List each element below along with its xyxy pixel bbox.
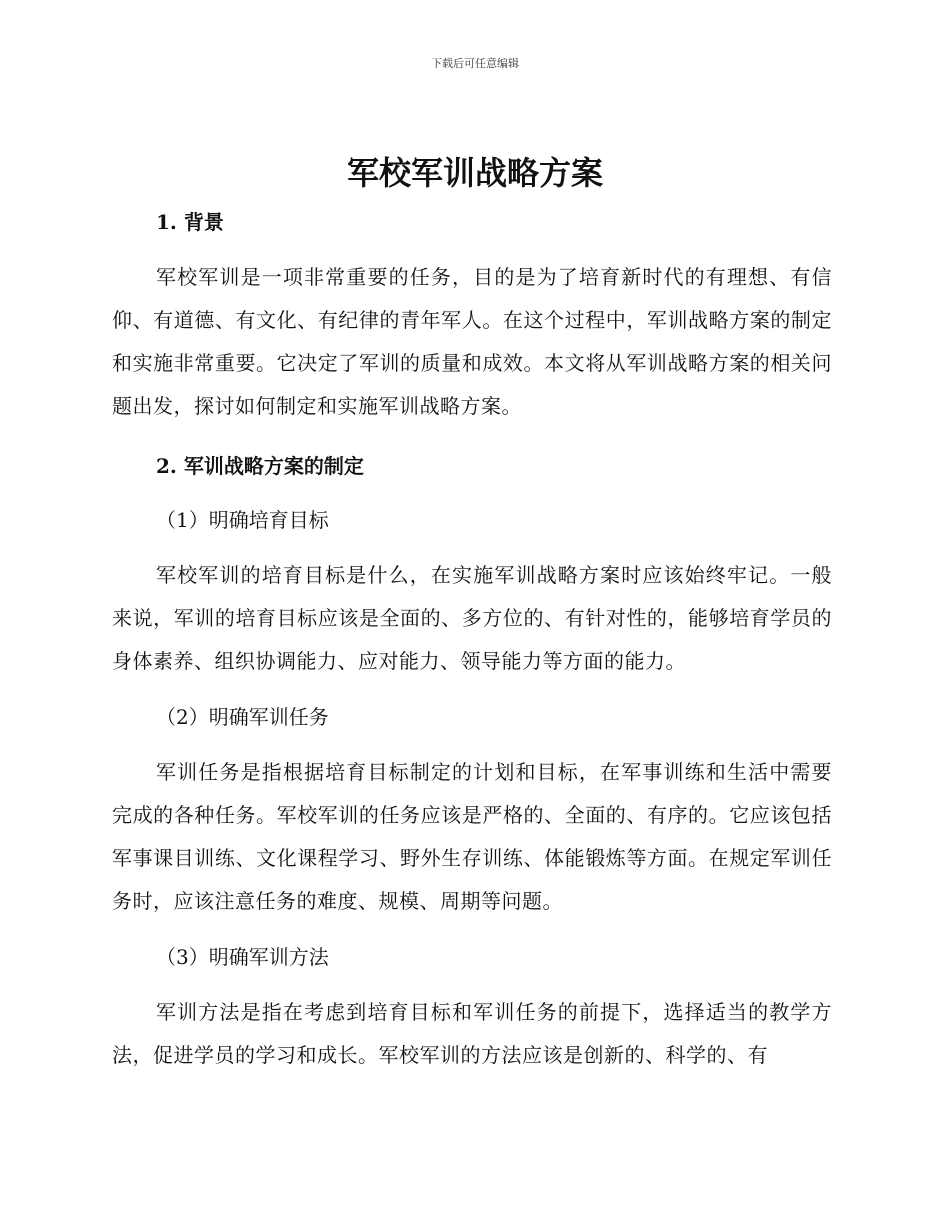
subheading-tasks: （2）明确军训任务 xyxy=(156,705,329,729)
paragraph-tasks: 军训任务是指根据培育目标制定的计划和目标，在军事训练和生活中需要完成的各种任务。军校军训的任务应该是严格的、全面的、有序的。它应该包括军事课目训练、文化课程学习、野外生存训练、体能锻炼等方面。在规定军训任务时，应该注意任务的难度、规模、周期等问题。 xyxy=(112,760,832,913)
paragraph-background: 军校军训是一项非常重要的任务，目的是为了培育新时代的有理想、有信仰、有道德、有文化、有纪律的青年军人。在这个过程中，军训战略方案的制定和实施非常重要。它决定了军训的质量和成效。本文将从军训战略方案的相关问题出发，探讨如何制定和实施军训战略方案。 xyxy=(112,265,832,418)
header-note: 下载后可任意编辑 xyxy=(431,57,519,70)
section-heading-background: 1. 背景 xyxy=(156,210,224,234)
paragraph-methods: 军训方法是指在考虑到培育目标和军训任务的前提下，选择适当的教学方法，促进学员的学习和成长。军校军训的方法应该是创新的、科学的、有 xyxy=(112,1000,832,1067)
subheading-methods: （3）明确军训方法 xyxy=(156,945,329,969)
subheading-goals: （1）明确培育目标 xyxy=(156,508,329,532)
paragraph-goals: 军校军训的培育目标是什么，在实施军训战略方案时应该始终牢记。一般来说，军训的培育目标应该是全面的、多方位的、有针对性的，能够培育学员的身体素养、组织协调能力、应对能力、领导能力等方面的能力。 xyxy=(112,563,832,673)
page-title: 军校军训战略方案 xyxy=(346,154,603,192)
document-body xyxy=(112,202,832,1077)
section-heading-strategy: 2. 军训战略方案的制定 xyxy=(156,454,364,478)
